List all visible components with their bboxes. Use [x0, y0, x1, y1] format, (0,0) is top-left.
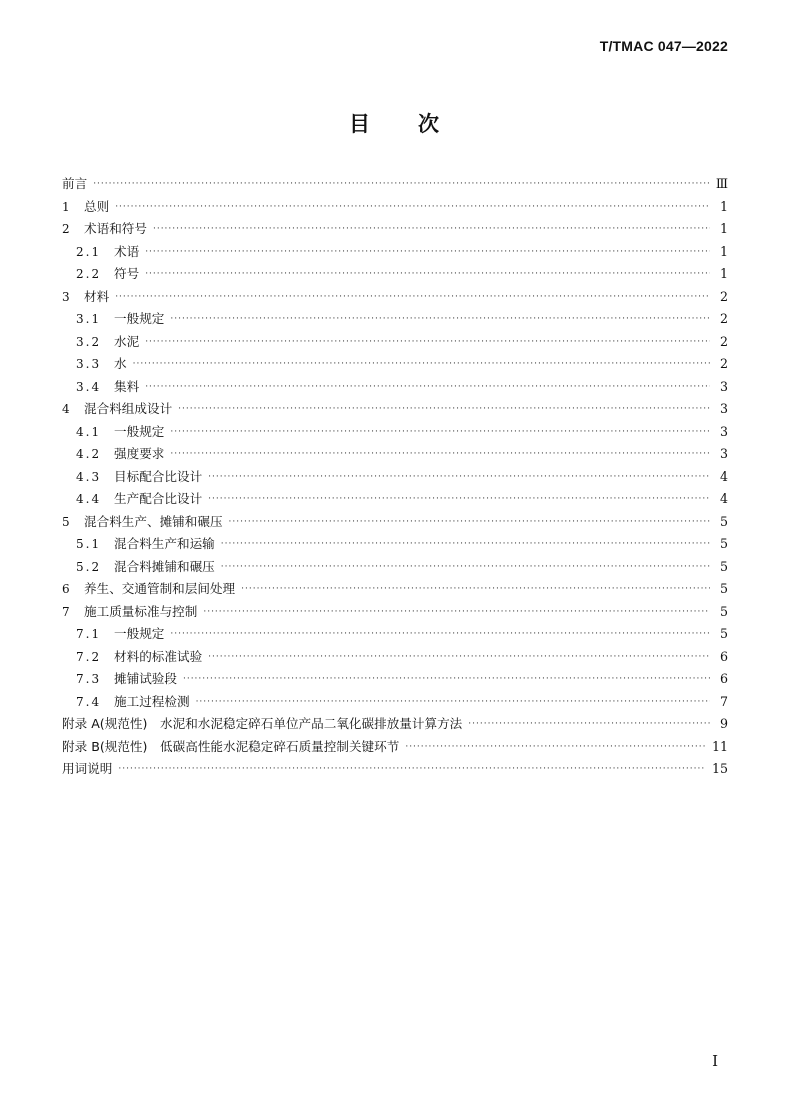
toc-dot-leader	[115, 286, 710, 309]
toc-entry[interactable]	[62, 758, 728, 781]
toc-entry-title: 养生、交通管制和层间处理	[84, 581, 236, 596]
toc-entry-number: 3.4	[76, 379, 102, 394]
toc-entry-page: 5	[719, 603, 728, 619]
toc-entry-number: 3.3	[76, 357, 102, 371]
toc-entry-title: 一般规定	[114, 626, 165, 641]
toc-dot-leader	[241, 578, 710, 601]
toc-entry-title: 集料	[114, 378, 140, 394]
toc-entry-page: 3	[719, 401, 728, 416]
toc-entry-page: 5	[719, 513, 728, 529]
toc-entry[interactable]	[62, 736, 728, 759]
toc-entry-number: 7.1	[76, 627, 102, 641]
toc-entry-title: 总则	[84, 198, 110, 214]
toc-entry-title: 一般规定	[114, 311, 165, 326]
toc-entry[interactable]	[62, 578, 728, 601]
page-title: 目 次	[349, 112, 441, 136]
toc-entry[interactable]	[62, 331, 728, 354]
toc-entry-title: 材料	[84, 288, 110, 304]
toc-entry[interactable]	[62, 443, 728, 466]
toc-entry-page: 6	[719, 671, 728, 686]
toc-entry-number: 5.1	[76, 537, 102, 551]
toc-dot-leader	[170, 623, 710, 646]
toc-entry[interactable]	[62, 241, 728, 264]
toc-entry-title: 附录 A(规范性) 水泥和水泥稳定碎石单位产品二氧化碳排放量计算方法	[62, 716, 463, 731]
toc-entry-title: 用词说明	[62, 761, 113, 776]
toc-entry-page: 3	[719, 423, 728, 439]
toc-entry-page: 6	[719, 648, 728, 664]
toc-dot-leader	[133, 353, 710, 376]
toc-entry-title: 符号	[114, 266, 140, 281]
toc-entry-page: 2	[719, 333, 728, 349]
toc-entry-number: 7	[62, 604, 72, 619]
toc-entry-number: 7.4	[76, 694, 102, 709]
toc-entry[interactable]	[62, 668, 728, 691]
toc-entry-page: 2	[719, 311, 728, 326]
toc-dot-leader	[196, 691, 710, 714]
toc-entry-page: 1	[719, 266, 728, 281]
toc-entry[interactable]	[62, 488, 728, 511]
toc-entry-number: 6	[62, 582, 72, 596]
toc-entry-page: 4	[719, 468, 728, 484]
toc-entry-page: 1	[719, 221, 728, 236]
toc-entry[interactable]	[62, 421, 728, 444]
toc-entry-title: 混合料生产、摊铺和碾压	[84, 513, 223, 529]
toc-entry-number: 2.1	[76, 244, 102, 259]
toc-dot-leader	[183, 668, 710, 691]
toc-entry-number: 4	[62, 402, 72, 416]
toc-dot-leader	[145, 263, 710, 286]
toc-entry[interactable]	[62, 376, 728, 399]
toc-dot-leader	[468, 713, 710, 736]
toc-entry-title: 附录 B(规范性) 低碳高性能水泥稳定碎石质量控制关键环节	[62, 738, 400, 754]
toc-entry-title: 水	[114, 356, 127, 371]
toc-entry[interactable]	[62, 196, 728, 219]
toc-entry-number: 7.2	[76, 649, 102, 664]
toc-entry[interactable]	[62, 533, 728, 556]
toc-entry-page: 5	[719, 558, 728, 574]
toc-entry-title: 目标配合比设计	[114, 468, 203, 484]
toc-entry-number: 2.2	[76, 267, 102, 281]
toc-entry-title: 摊铺试验段	[114, 671, 177, 686]
toc-entry-title: 水泥	[114, 333, 140, 349]
toc-entry-title: 术语和符号	[84, 221, 147, 236]
toc-entry-title: 生产配合比设计	[114, 491, 203, 506]
toc-entry-number: 3	[62, 289, 72, 304]
toc-dot-leader	[145, 376, 710, 399]
toc-dot-leader	[208, 488, 710, 511]
toc-dot-leader	[203, 601, 710, 624]
toc-entry-number: 3.2	[76, 334, 102, 349]
toc-dot-leader	[170, 421, 710, 444]
toc-entry[interactable]	[62, 353, 728, 376]
toc-entry-page: Ⅲ	[715, 176, 728, 191]
toc-entry-number: 4.4	[76, 492, 102, 506]
toc-entry-page: 2	[719, 288, 728, 304]
toc-entry[interactable]	[62, 601, 728, 624]
toc-entry-title: 施工过程检测	[114, 693, 190, 709]
toc-entry[interactable]	[62, 263, 728, 286]
toc-entry-number: 1	[62, 199, 72, 214]
toc-entry-page: 3	[719, 446, 728, 461]
toc-entry[interactable]	[62, 218, 728, 241]
toc-dot-leader	[145, 331, 710, 354]
toc-entry-page: 5	[719, 536, 728, 551]
toc-entry-page: 2	[719, 356, 728, 371]
toc-entry-page: 1	[719, 243, 728, 259]
toc-entry-number: 5	[62, 514, 72, 529]
toc-entry[interactable]	[62, 173, 728, 196]
toc-entry-title: 混合料摊铺和碾压	[114, 558, 215, 574]
toc-entry-number: 4.1	[76, 424, 102, 439]
toc-entry-page: 5	[719, 626, 728, 641]
toc-entry-number: 5.2	[76, 559, 102, 574]
toc-entry-page: 7	[719, 693, 728, 709]
toc-dot-leader	[170, 443, 710, 466]
toc-entry-title: 材料的标准试验	[114, 648, 203, 664]
toc-entry-number: 4.3	[76, 469, 102, 484]
toc-entry-title: 施工质量标准与控制	[84, 603, 198, 619]
toc-dot-leader	[221, 556, 710, 579]
toc-dot-leader	[221, 533, 710, 556]
toc-entry-title: 混合料组成设计	[84, 401, 173, 416]
toc-entry-title: 一般规定	[114, 423, 165, 439]
toc-dot-leader	[93, 173, 710, 196]
toc-dot-leader	[229, 511, 710, 534]
toc-entry[interactable]	[62, 466, 728, 489]
toc-entry-page: 9	[719, 716, 728, 731]
toc-entry-number: 7.3	[76, 672, 102, 686]
toc-entry-number: 3.1	[76, 312, 102, 326]
toc-entry[interactable]	[62, 308, 728, 331]
toc-dot-leader	[145, 241, 710, 264]
toc-dot-leader	[405, 736, 706, 759]
toc-entry-page: 3	[719, 378, 728, 394]
toc-entry-page: 15	[711, 761, 728, 776]
toc-entry-page: 5	[719, 581, 728, 596]
toc-entry[interactable]	[62, 398, 728, 421]
toc-dot-leader	[115, 196, 710, 219]
toc-entry[interactable]	[62, 646, 728, 669]
toc-dot-leader	[153, 218, 710, 241]
toc-dot-leader	[208, 466, 710, 489]
toc-entry-page: 1	[719, 198, 728, 214]
toc-entry[interactable]	[62, 511, 728, 534]
toc-entry-title: 强度要求	[114, 446, 165, 461]
toc-entry[interactable]	[62, 691, 728, 714]
toc-entry[interactable]	[62, 556, 728, 579]
toc-entry-page: 11	[711, 738, 728, 754]
toc-entry[interactable]	[62, 713, 728, 736]
toc-entry[interactable]	[62, 623, 728, 646]
toc-entry-title: 术语	[114, 243, 140, 259]
document-code: T/TMAC 047—2022	[599, 38, 728, 54]
toc-entry-title: 混合料生产和运输	[114, 536, 215, 551]
toc-dot-leader	[118, 758, 706, 781]
toc-entry-page: 4	[719, 491, 728, 506]
toc-dot-leader	[208, 646, 710, 669]
table-of-contents	[62, 173, 728, 781]
toc-dot-leader	[170, 308, 710, 331]
page-number: I	[712, 1052, 718, 1070]
toc-entry-number: 4.2	[76, 447, 102, 461]
toc-entry-number: 2	[62, 222, 72, 236]
toc-entry[interactable]	[62, 286, 728, 309]
toc-entry-title: 前言	[62, 176, 88, 191]
toc-dot-leader	[178, 398, 710, 421]
